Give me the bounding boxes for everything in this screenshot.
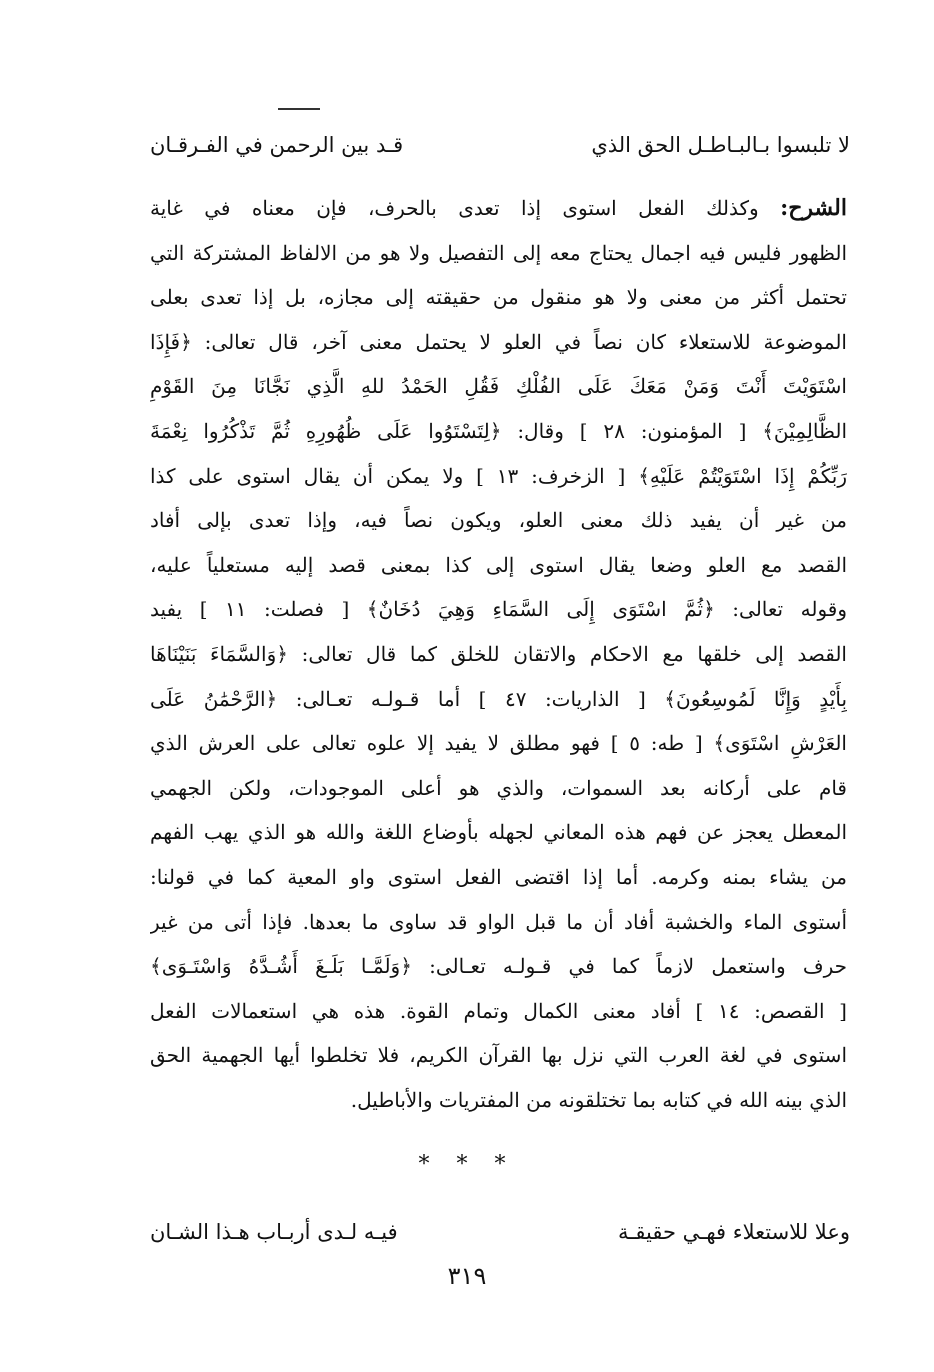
commentary-line: العَرْشِ اسْتَوَى﴾ [ طه: ٥ ] فهو مطلق لا يفيد إلا علوه تعالى على العرش الذي	[150, 731, 847, 756]
bottom-verse	[150, 1212, 850, 1252]
commentary-line: [ القصص: ١٤ ] أفاد معنى الكمال وتمام القوة. هذه هي استعمالات الفعل	[150, 998, 847, 1023]
section-separator: * * *	[418, 1152, 516, 1177]
top-verse-right-hemistich: لا تلبسوا بـالبـاطـل الحق الذي	[591, 133, 850, 157]
commentary-line: رَبِّكُمْ إِذَا اسْتَوَيْتُمْ عَلَيْهِ﴾ [ الزخرف: ١٣ ] ولا يمكن أن يقال استوى على كذا	[150, 463, 847, 488]
commentary-line-1	[150, 186, 847, 231]
commentary-line: القصد مع العلو وضعا يقال استوى إلى كذا بمعنى قصد إليه مستعلياً عليه،	[150, 552, 847, 577]
commentary-line: من غير أن يفيد ذلك معنى العلو، ويكون نصاً فيه، وإذا تعدى بإلى أفاد	[150, 508, 847, 533]
commentary-label: الشرح:	[780, 195, 847, 221]
commentary-line: قام على أركانه بعد السموات، والذي هو أعلى الموجودات، ولكن الجهمي	[150, 775, 847, 800]
commentary-body	[150, 186, 847, 1122]
bottom-verse-left-hemistich: فيـه لـدى أربـاب هـذا الشـان	[150, 1220, 398, 1244]
top-verse-left-hemistich: قـد بين الرحمن في الفـرقـان	[150, 133, 404, 157]
commentary-line: المعطل يعجز عن فهم هذه المعاني لجهله بأوضاع اللغة والله هو الذي يهب الفهم	[150, 820, 847, 845]
page-number: ٣١٩	[447, 1262, 487, 1290]
commentary-line: أستوى الماء والخشبة أفاد أن ما قبل الواو قد ساوى ما بعدها. فإذا أتى من غير	[150, 909, 847, 934]
commentary-line: الظَّالِمِيْنَ﴾ [ المؤمنون: ٢٨ ] وقال: ﴿لِتَسْتَوُوا عَلَى ظُهُورِهِ ثُمَّ تَذْكُرُوا نِعْمَةَ	[150, 418, 847, 443]
commentary-line: اسْتَوَيْتَ أَنْتَ وَمَنْ مَعَكَ عَلَى الفُلْكِ فَقُلِ الحَمْدُ للهِ الَّذِي نَجَّانَا مِنَ القَوْمِ	[150, 374, 847, 399]
top-decorative-rule	[278, 108, 320, 110]
commentary-line: تحتمل أكثر من معنى ولا هو منقول من حقيقته إلى مجازه، بل إذا تعدى بعلى	[150, 285, 847, 310]
commentary-line: حرف واستعمل لازماً كما في قـولـه تعـالى: ﴿وَلَمَّـا بَلَـغَ أَشُـدَّهُ وَاسْتَـوَى﴾	[150, 954, 847, 979]
commentary-line: بِأَيْدٍ وَإِنَّا لَمُوسِعُونَ﴾ [ الذاريات: ٤٧ ] أما قـولـه تعـالى: ﴿الرَّحْمَٰنُ عَلَى	[150, 686, 847, 711]
commentary-line: القصد إلى خلقها مع الاحكام والاتقان للخلق كما قال تعالى: ﴿وَالسَّمَاءَ بَنَيْنَاهَا	[150, 641, 847, 666]
commentary-line: من يشاء بمنه وكرمه. أما إذا اقتضى الفعل استوى واو المعية كما في قولنا:	[150, 864, 847, 889]
bottom-verse-right-hemistich: وعلا للاستعلاء فهـي حقيقـة	[618, 1220, 850, 1244]
commentary-line: استوى في لغة العرب التي نزل بها القرآن الكريم، فلا تخلطوا أيها الجهمية الحق	[150, 1043, 847, 1068]
top-verse	[150, 125, 850, 165]
commentary-line: الذي بينه الله في كتابه بما تختلقونه من المفتريات والأباطيل.	[350, 1087, 847, 1112]
commentary-line: الموضوعة للاستعلاء كان نصاً في العلو لا يحتمل معنى آخر، قال تعالى: ﴿فَإِذَا	[150, 329, 847, 354]
commentary-line: وقوله تعالى: ﴿ثُمَّ اسْتَوَى إِلَى السَّمَاءِ وَهِيَ دُخَانٌ﴾ [ فصلت: ١١ ] يفيد	[150, 597, 847, 622]
commentary-line-1-text: وكذلك الفعل استوى إذا تعدى بالحرف، فإن معناه في غاية	[150, 196, 781, 220]
commentary-line: الظهور فليس فيه اجمال يحتاج معه إلى التفصيل ولا هو من الالفاظ المشتركة التي	[150, 240, 847, 265]
